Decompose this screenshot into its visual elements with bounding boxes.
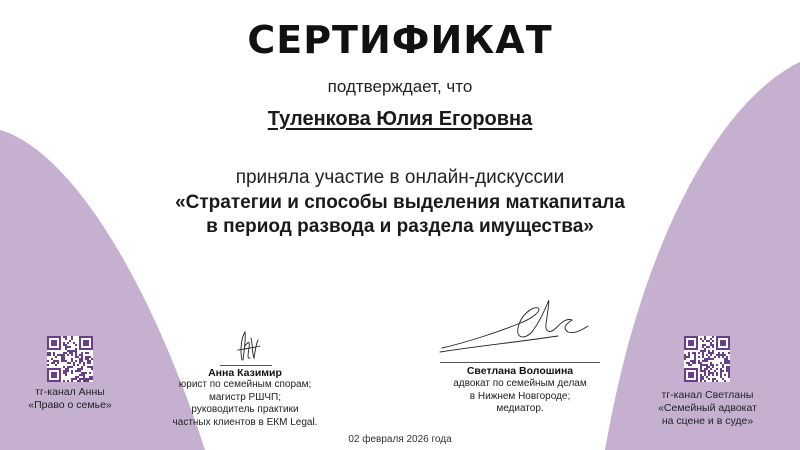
recipient-name: Туленкова Юлия Егоровна — [267, 108, 533, 130]
caption-line: на сцене и в суде» — [661, 415, 754, 427]
signer-right-description — [425, 378, 615, 416]
qr-code-icon — [47, 336, 93, 382]
desc-line: адвокат по семейным делам — [453, 378, 587, 389]
caption-line: «Семейный адвокат — [658, 402, 757, 414]
right-qr-code-icon[interactable] — [684, 336, 730, 382]
topic-line: в период развода и раздела имущества» — [206, 216, 594, 237]
desc-line: руководитель практики — [191, 404, 299, 415]
desc-line: частных клиентов в ЕКМ Legal. — [172, 416, 318, 428]
signature-anna — [228, 328, 268, 366]
signer-right-name: Светлана Волошина — [466, 365, 574, 377]
signature-line-right — [440, 362, 600, 363]
desc-line: в Нижнем Новгороде; — [469, 390, 571, 402]
discussion-topic — [0, 191, 800, 239]
desc-line: юрист по семейным спорам; — [178, 379, 312, 390]
desc-line: магистр РШЧП; — [208, 391, 282, 403]
signature-svetlana — [438, 280, 598, 362]
desc-line: медиатор. — [496, 403, 544, 414]
signature-line-left — [220, 365, 272, 366]
right-qr-caption — [630, 389, 785, 428]
left-qr-code-icon[interactable] — [47, 336, 93, 382]
caption-line: «Право о семье» — [28, 399, 112, 411]
caption-line: тг-канал Светланы — [661, 389, 754, 401]
confirms-text: подтверждает, что — [327, 77, 473, 96]
certificate-date: 02 февраля 2026 года — [348, 434, 452, 445]
qr-code-icon — [684, 336, 730, 382]
certificate-title: СЕРТИФИКАТ — [247, 18, 553, 62]
left-qr-caption — [0, 386, 140, 412]
signer-left-description — [150, 379, 340, 429]
caption-line: тг-канал Анны — [35, 386, 105, 398]
participation-text: приняла участие в онлайн-дискуссии — [235, 167, 565, 188]
topic-line: «Стратегии и способы выделения маткапитала — [175, 192, 625, 213]
signer-left-name: Анна Казимир — [208, 367, 282, 379]
